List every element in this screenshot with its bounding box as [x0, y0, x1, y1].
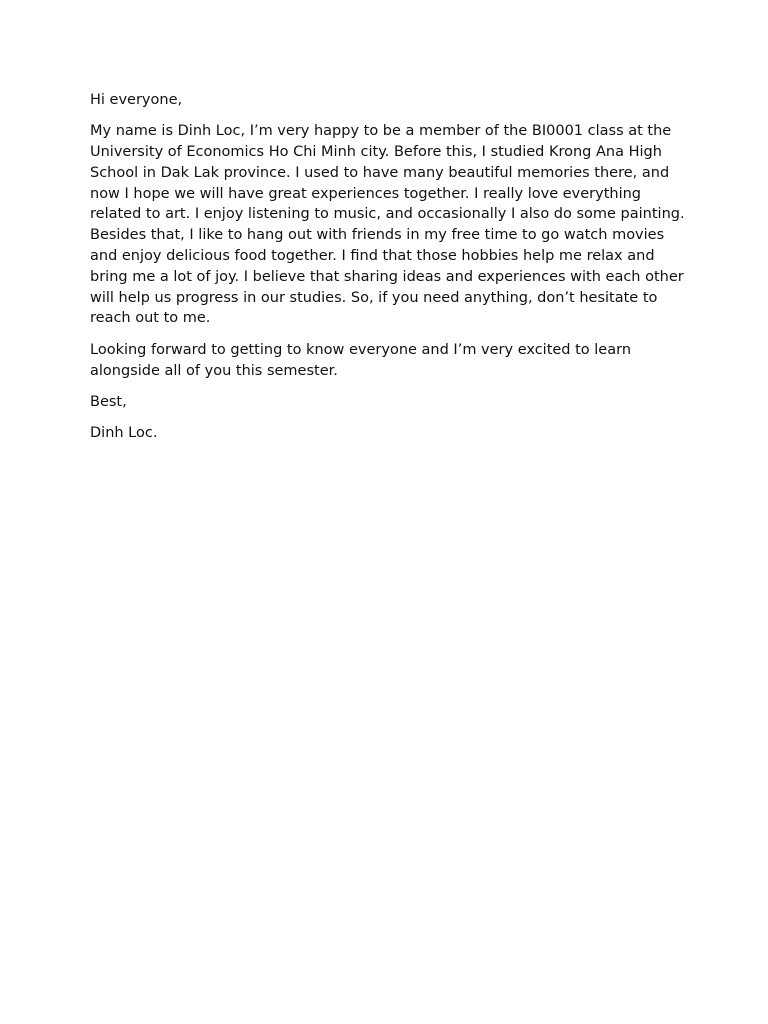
signature: Dinh Loc.: [90, 425, 158, 442]
sign-off: Best,: [90, 393, 127, 410]
intro-paragraph: My name is Dinh Loc, I’m very happy to be a member of the BI0001 class at the University of Economics Ho Chi Minh city. Before this, I studied Krong Ana High School in Dak Lak province. I used to have many beautiful memories there, and now I hope we will have great experiences together. I really love everything related to art. I enjoy listening to music, and occasionally I also do some painting. Besides that, I like to hang out with friends in my free time to go watch movies and enjoy delicious food together. I find that those hobbies help me relax and bring me a lot of joy. I believe that sharing ideas and experiences with each other will help us progress in our studies. So, if you need anything, don’t hesitate to reach out to me.: [90, 123, 685, 327]
letter-body: [90, 90, 686, 454]
greeting: Hi everyone,: [90, 92, 183, 108]
closing-paragraph: Looking forward to getting to know everyone and I’m very excited to learn alongside all of you this semester.: [90, 341, 632, 379]
